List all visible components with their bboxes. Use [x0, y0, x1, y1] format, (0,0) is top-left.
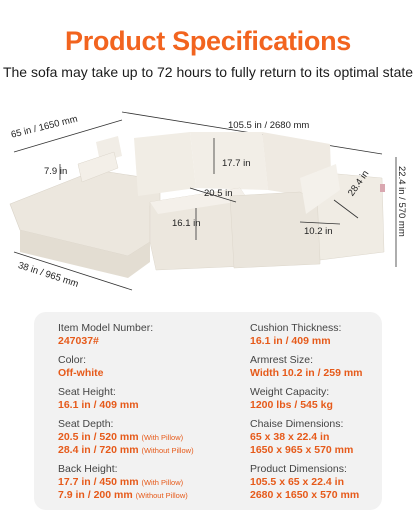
overall-length-label: 105.5 in / 2680 mm — [228, 120, 310, 131]
spec-label: Product Dimensions: — [250, 463, 347, 475]
spec-note: (With Pillow) — [141, 433, 184, 442]
spec-value-line — [58, 335, 223, 348]
page-title: Product Specifications — [65, 26, 351, 56]
spec-value: 17.7 in / 450 mm — [58, 476, 139, 488]
spec-value-line — [58, 431, 223, 444]
back-height-label: 17.7 in — [222, 158, 251, 169]
chaise-width-label: 65 in / 1650 mm — [10, 113, 79, 141]
spec-value-line — [250, 399, 380, 412]
spec-item — [250, 322, 380, 348]
spec-label: Back Height: — [58, 463, 118, 475]
spec-note: (With Pillow) — [141, 478, 184, 487]
spec-value: 16.1 in / 409 mm — [250, 335, 331, 347]
spec-value-line — [58, 444, 223, 457]
spec-value-line — [250, 367, 380, 380]
spec-value-line — [250, 335, 380, 348]
specs-panel — [34, 312, 382, 510]
spec-value: 1200 lbs / 545 kg — [250, 399, 333, 411]
spec-value: 7.9 in / 200 mm — [58, 489, 133, 501]
spec-value-line — [58, 489, 223, 502]
spec-value: 16.1 in / 409 mm — [58, 399, 139, 411]
spec-label: Armrest Size: — [250, 354, 314, 366]
chaise-depth-label: 38 in / 965 mm — [16, 260, 80, 290]
spec-item — [250, 354, 380, 380]
spec-label: Item Model Number: — [58, 322, 154, 334]
spec-value: 2680 x 1650 x 570 mm — [250, 489, 360, 501]
armrest-depth-label: 28.4 in — [346, 168, 372, 199]
spec-item — [58, 354, 223, 380]
spec-item — [250, 386, 380, 412]
spec-value-line — [58, 367, 223, 380]
sofa-figure — [0, 92, 416, 302]
specs-left-column — [58, 322, 223, 508]
spec-value-line — [58, 476, 223, 489]
armrest-width-label: 10.2 in — [304, 226, 333, 237]
spec-value: Off-white — [58, 367, 104, 379]
spec-item — [58, 418, 223, 457]
spec-value-line — [250, 489, 380, 502]
spec-item — [58, 463, 223, 502]
spec-label: Seat Height: — [58, 386, 116, 398]
spec-label: Seat Depth: — [58, 418, 114, 430]
spec-label: Color: — [58, 354, 87, 366]
spec-value-line — [250, 444, 380, 457]
specs-right-column — [250, 322, 380, 508]
spec-value: 105.5 x 65 x 22.4 in — [250, 476, 344, 488]
spec-note: (Without Pillow) — [141, 446, 194, 455]
arm-height-label: 7.9 in — [44, 166, 68, 177]
page-subtitle: The sofa may take up to 72 hours to fully return to its optimal state — [2, 64, 414, 80]
spec-label: Weight Capacity: — [250, 386, 330, 398]
spec-value: 247037# — [58, 335, 99, 347]
spec-label: Chaise Dimensions: — [250, 418, 344, 430]
spec-value-line — [250, 431, 380, 444]
spec-value: Width 10.2 in / 259 mm — [250, 367, 363, 379]
spec-note: (Without Pillow) — [135, 491, 188, 500]
seat-depth-label: 20.5 in — [204, 188, 233, 199]
spec-item — [250, 418, 380, 457]
spec-value: 1650 x 965 x 570 mm — [250, 444, 354, 456]
spec-value-line — [250, 476, 380, 489]
spec-value: 20.5 in / 520 mm — [58, 431, 139, 443]
total-height-label: 22.4 in / 570 mm — [396, 166, 407, 237]
spec-value: 28.4 in / 720 mm — [58, 444, 139, 456]
spec-item — [58, 322, 223, 348]
spec-item — [58, 386, 223, 412]
spec-value: 65 x 38 x 22.4 in — [250, 431, 330, 443]
spec-label: Cushion Thickness: — [250, 322, 342, 334]
spec-item — [250, 463, 380, 502]
seat-height-label: 16.1 in — [172, 218, 201, 229]
spec-value-line — [58, 399, 223, 412]
